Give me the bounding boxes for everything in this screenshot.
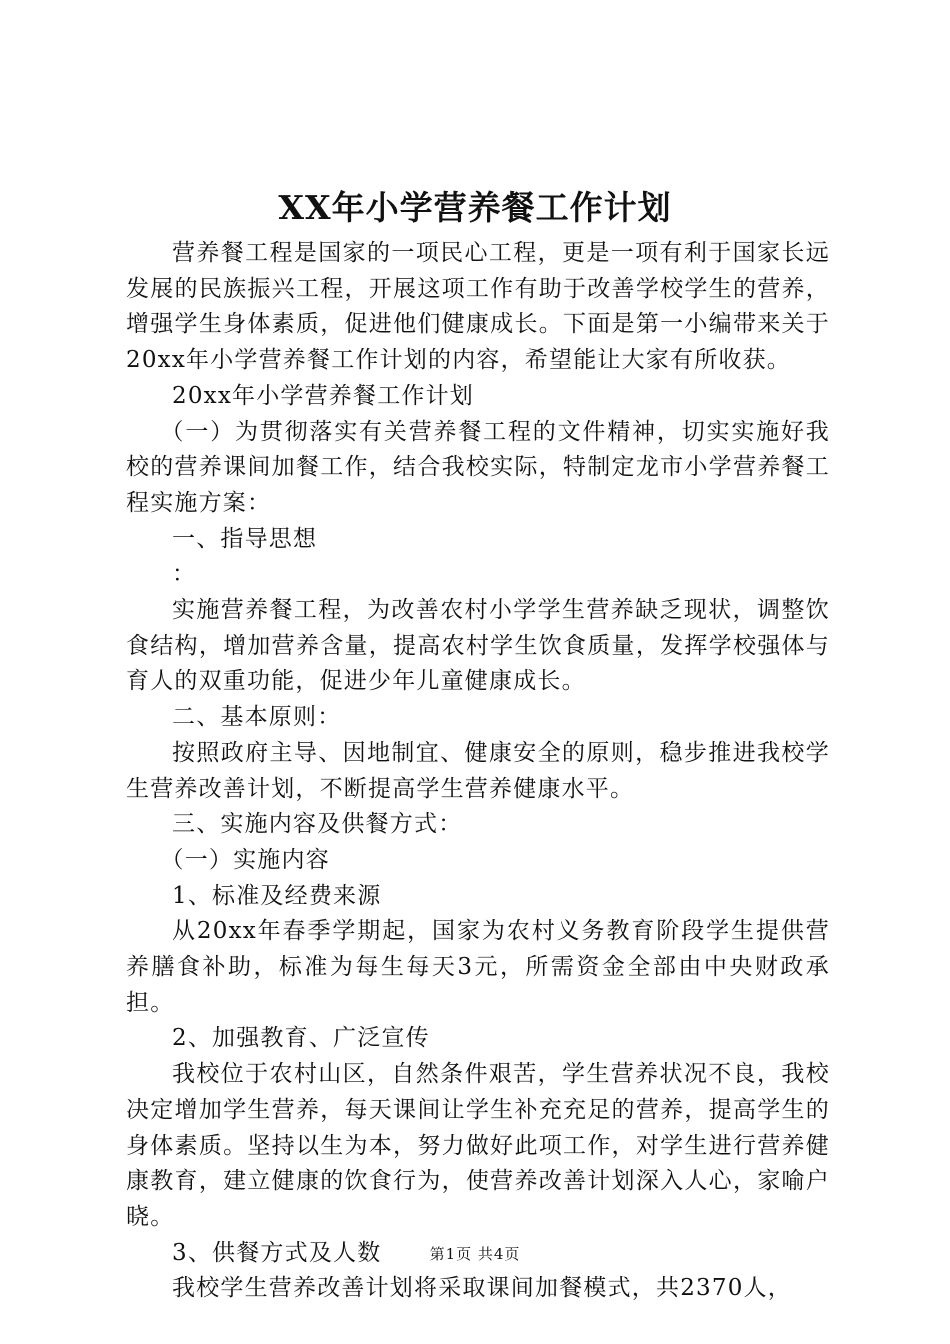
paragraph-subtitle: 20xx年小学营养餐工作计划 bbox=[172, 382, 475, 409]
heading-education: 2、加强教育、广泛宣传 bbox=[172, 1025, 430, 1052]
paragraph-meal-method: 我校学生营养改善计划将采取课间加餐模式，共2370人， bbox=[172, 1275, 792, 1302]
heading-meal-method: 3、供餐方式及人数 bbox=[172, 1239, 382, 1266]
paragraph-guiding-thought: 实施营养餐工程，为改善农村小学学生营养缺乏现状，调整饮食结构，增加营养含量，提高农村学生饮食质量，发挥学校强体与育人的双重功能，促进少年儿童健康成长。 bbox=[126, 597, 830, 695]
document-body bbox=[126, 236, 830, 1307]
paragraph-standard-funding: 从20xx年春季学期起，国家为农村义务教育阶段学生提供营养膳食补助，标准为每生每天3元，所需资金全部由中央财政承担。 bbox=[126, 918, 830, 1016]
paragraph-education: 我校位于农村山区，自然条件艰苦，学生营养状况不良，我校决定增加学生营养，每天课间让学生补充充足的营养，提高学生的身体素质。坚持以生为本，努力做好此项工作，对学生进行营养健康教育，建立健康的饮食行为，使营养改善计划深入人心，家喻户晓。 bbox=[126, 1061, 830, 1230]
document-title: XX年小学营养餐工作计划 bbox=[278, 188, 672, 227]
page-footer: 第1页 共4页 bbox=[429, 1245, 521, 1263]
heading-guiding-thought: 一、指导思想 bbox=[172, 525, 318, 552]
paragraph-basic-principles: 按照政府主导、因地制宜、健康安全的原则，稳步推进我校学生营养改善计划，不断提高学生营养健康水平。 bbox=[126, 739, 830, 802]
heading-implementation: 三、实施内容及供餐方式： bbox=[172, 811, 463, 838]
heading-implementation-content: （一）实施内容 bbox=[160, 846, 330, 873]
heading-basic-principles: 二、基本原则： bbox=[172, 704, 342, 731]
paragraph-intro: 营养餐工程是国家的一项民心工程，更是一项有利于国家长远发展的民族振兴工程，开展这项工作有助于改善学校学生的营养，增强学生身体素质，促进他们健康成长。下面是第一小编带来关于20xx年小学营养餐工作计划的内容，希望能让大家有所收获。 bbox=[126, 240, 830, 374]
paragraph-colon: ： bbox=[172, 561, 197, 588]
paragraph-purpose: （一）为贯彻落实有关营养餐工程的文件精神，切实实施好我校的营养课间加餐工作，结合我校实际，特制定龙市小学营养餐工程实施方案： bbox=[126, 418, 830, 516]
heading-standard-funding: 1、标准及经费来源 bbox=[172, 882, 382, 909]
